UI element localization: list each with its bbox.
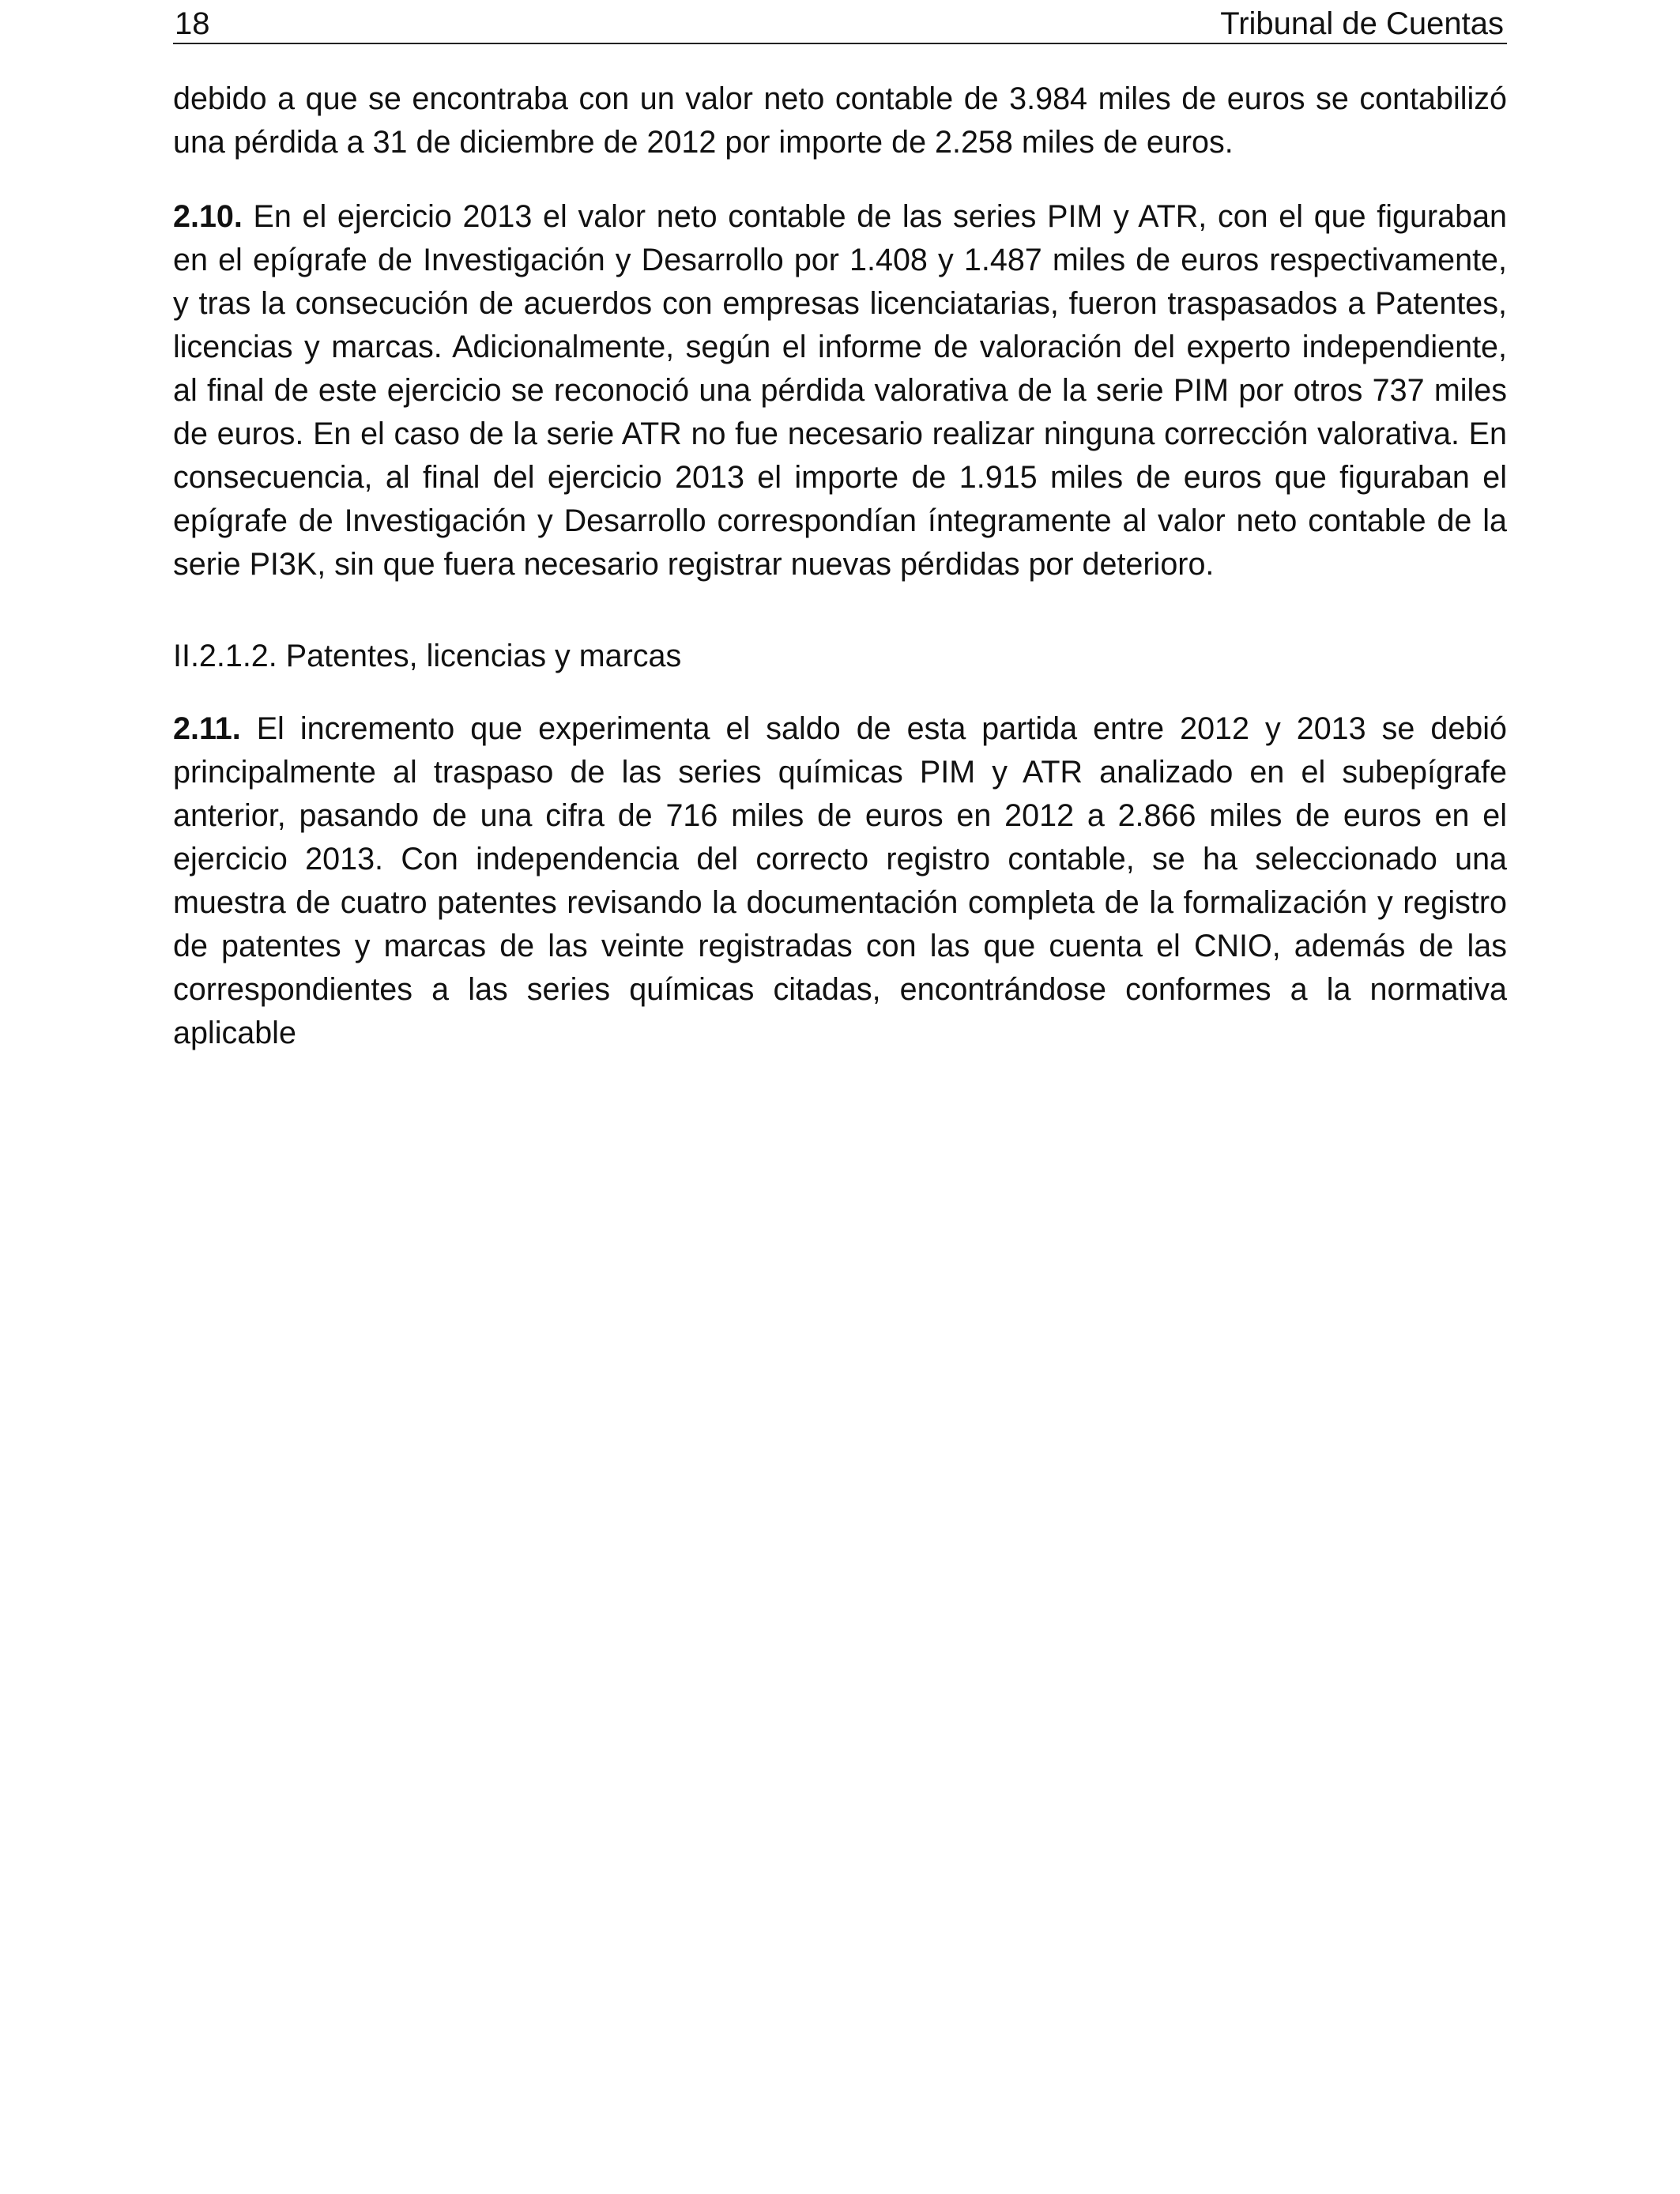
page-header <box>173 5 1507 44</box>
paragraph-number: 2.10. <box>173 199 243 234</box>
page-number: 18 <box>175 6 210 41</box>
running-title: Tribunal de Cuentas <box>1220 6 1504 41</box>
document-body <box>173 77 1507 1055</box>
paragraph-text: En el ejercicio 2013 el valor neto contable de las series PIM y ATR, con el que figuraban en el epígrafe de Investigación y Desarrollo por 1.408 y 1.487 miles de euros respectivamente, y tras la consecución de acuerdos con empresas licenciatarias, fueron traspasados a Patentes, licencias y marcas. Adicionalmente, según el informe de valoración del experto independiente, al final de este ejercicio se reconoció una pérdida valorativa de la serie PIM por otros 737 miles de euros. En el caso de la serie ATR no fue necesario realizar ninguna corrección valorativa. En consecuencia, al final del ejercicio 2013 el importe de 1.915 miles de euros que figuraban el epígrafe de Investigación y Desarrollo correspondían íntegramente al valor neto contable de la serie PI3K, sin que fuera necesario registrar nuevas pérdidas por deterioro. <box>173 199 1507 582</box>
paragraph-2-11 <box>173 707 1507 1055</box>
paragraph-text: El incremento que experimenta el saldo de esta partida entre 2012 y 2013 se debió principalmente al traspaso de las series químicas PIM y ATR analizado en el subepígrafe anterior, pasando de una cifra de 716 miles de euros en 2012 a 2.866 miles de euros en el ejercicio 2013. Con independencia del correcto registro contable, se ha seleccionado una muestra de cuatro patentes revisando la documentación completa de la formalización y registro de patentes y marcas de las veinte registradas con las que cuenta el CNIO, además de las correspondientes a las series químicas citadas, encontrándose conformes a la normativa aplicable <box>173 711 1507 1050</box>
paragraph-2-10 <box>173 195 1507 586</box>
paragraph-continuation: debido a que se encontraba con un valor neto contable de 3.984 miles de euros se contabilizó una pérdida a 31 de diciembre de 2012 por importe de 2.258 miles de euros. <box>173 81 1507 160</box>
paragraph-number: 2.11. <box>173 711 241 746</box>
section-heading: II.2.1.2. Patentes, licencias y marcas <box>173 639 682 673</box>
